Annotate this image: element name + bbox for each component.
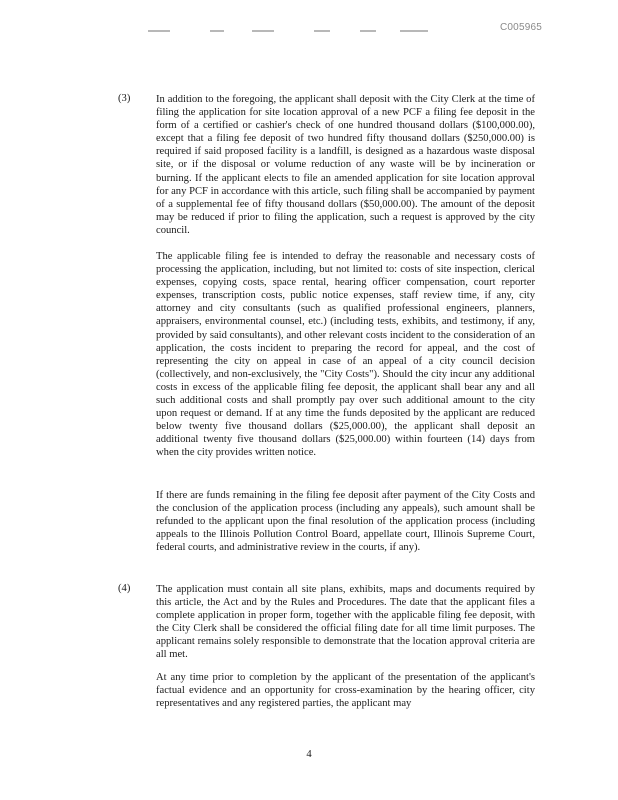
paragraph: The application must contain all site plans, exhibits, maps and documents required by this article, the Act and by the Rules and Procedures. The date that the applicant files a complete application in proper form, together with the applicable filing fee deposit, with the City Clerk shall be considered the official filing date for all time limit purposes. The applicant remains solely responsible to demonstrate that the location approval criteria are all met.: [156, 584, 535, 661]
paragraph: At any time prior to completion by the applicant of the presentation of the applicant's factual evidence and an opportunity for cross-examination by the hearing officer, city representatives and any registered parties, the applicant may: [156, 672, 535, 710]
faded-header-marks: [148, 30, 448, 34]
paragraph: The applicable filing fee is intended to defray the reasonable and necessary costs of processing the application, including, but not limited to: costs of site inspection, clerical expenses, copying costs, space rental, hearing officer compensation, court reporter expenses, transcription costs, public notice expenses, staff review time, if any, city attorney and city consultants (such as qualified professional engineers, planners, appraisers, environmental counsel, etc.) (including tests, exhibits, and testimony, if any, provided by said consultants), and other relevant costs incident to the consideration of an application, the costs incident to preparing the record for appeal, and the cost of representing the city on appeal in case of an appeal of a city council decision (collectively, and non-exclusively, the "City Costs"). Should the city incur any additional costs in excess of the applicable filing fee deposit, the applicant shall bear any and all such additional costs and shall promptly pay over such additional amount to the city upon request or demand. If at any time the funds deposited by the applicant are reduced below twenty five thousand dollars ($25,000.00), the applicant shall deposit an additional twenty five thousand dollars ($25,000.00) within fourteen (14) days from when the city provides written notice.: [156, 251, 535, 459]
paragraph: In addition to the foregoing, the applicant shall deposit with the City Clerk at the time of filing the application for site location approval of a new PCF a filing fee deposit in the form of a certified or cashier's check of one hundred thousand dollars ($100,000.00), except that a filing fee deposit of two hundred fifty thousand dollars ($250,000.00) is required if said proposed facility is a landfill, is designed as a hazardous waste disposal site, or if the disposal or volume reduction of any waste will be by incineration or burning. If the applicant elects to file an amended application for site location approval for any PCF in accordance with this article, such filing shall be accompanied by payment of a supplemental fee of fifty thousand dollars ($50,000.00). The amount of the deposit may be reduced if prior to filing the application, such a request is approved by the city council.: [156, 94, 535, 236]
section-number: (4): [118, 583, 131, 594]
paragraph: If there are funds remaining in the filing fee deposit after payment of the City Costs and the conclusion of the application process (including any appeals), such amount shall be refunded to the applicant upon the final resolution of the application process (including appeals to the Illinois Pollution Control Board, appellate court, Illinois Supreme Court, federal courts, and administrative review in the courts, if any).: [156, 490, 535, 554]
document-code: C005965: [500, 22, 542, 33]
page-number: 4: [306, 749, 312, 760]
section-number: (3): [118, 93, 131, 104]
